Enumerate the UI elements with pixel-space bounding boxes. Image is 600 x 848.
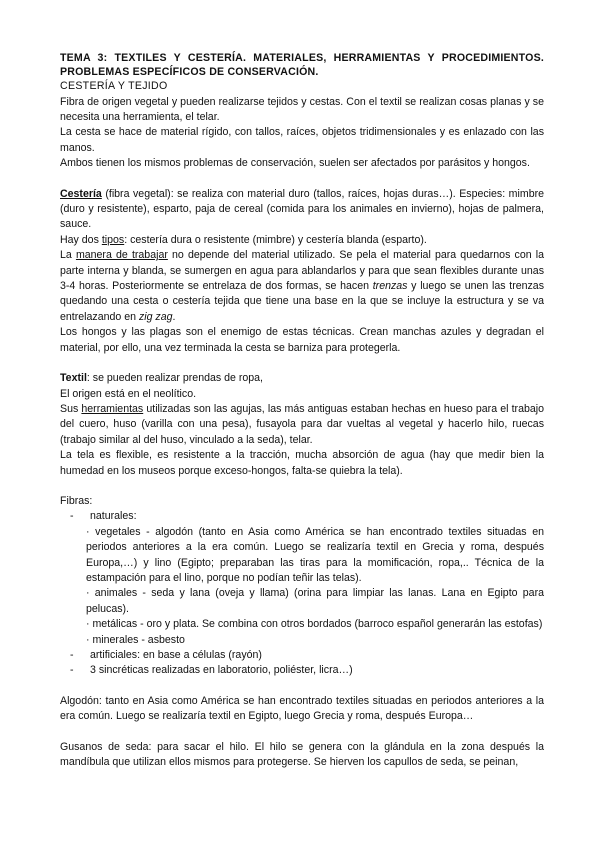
document-page — [60, 52, 544, 770]
gusanos-paragraph: Gusanos de seda: para sacar el hilo. El hilo se genera con la glándula en la zona después la mandíbula que utilizan ellos mismos para protegerse. Se hierven los capullos de seda, se peinan, — [60, 740, 544, 769]
cesteria-tipos: Hay dos tipos: cestería dura o resistente (mimbre) y cestería blanda (esparto). — [60, 233, 427, 246]
textil-term: Textil — [60, 372, 87, 385]
section-subtitle: CESTERÍA Y TEJIDO — [60, 80, 168, 93]
naturales-sublist — [60, 525, 544, 648]
fibras-heading: Fibras: — [60, 494, 93, 507]
intro-paragraph-3: Ambos tienen los mismos problemas de conservación, suelen ser afectados por parásitos y hongos. — [60, 157, 530, 170]
list-item: · vegetales - algodón (tanto en Asia como América se han encontrado textiles situadas en periodos anteriores a la era común. Luego se realizaría textil en Grecia y roma, después Europa,…) y lino (Egipto; preparaban las tiras para la momificación, ropa,.. Técnica de la estampación para el lino, porque no podían teñir las telas). — [86, 525, 544, 584]
cesteria-definition: Cestería (fibra vegetal): se realiza con material duro (tallos, raíces, hojas duras…). Especies: mimbre (duro y resistente), esparto, paja de cereal (comida para los animales en invierno), hojas de palmera, sauce. — [60, 187, 544, 231]
list-item-artificiales: - artificiales: en base a células (rayón) — [70, 649, 262, 661]
list-item-naturales: - naturales: — [70, 510, 137, 523]
textil-herramientas: Sus herramientas utilizadas son las agujas, las más antiguas estaban hechas en hueso para el trabajo del cuero, huso (varilla con una pesa), fusayola para dar vueltas al vegetal y hacerlo hilo, ruecas (trabajo similar al del huso, vinculado a la seda), telar. — [60, 402, 544, 446]
list-item: · animales - seda y lana (oveja y llama) (orina para limpiar las lanas. Lana en Egipto para pelucas). — [86, 587, 544, 615]
intro-paragraph-1: Fibra de origen vegetal y pueden realizarse tejidos y cestas. Con el textil se realizan cosas planas y se necesita una herramienta, el telar. — [60, 95, 544, 123]
list-item: · metálicas - oro y plata. Se combina con otros bordados (barroco español generarán las estofas) — [86, 618, 543, 631]
list-item-sincreticas: - 3 sincréticas realizadas en laboratorio, poliéster, licra…) — [70, 664, 353, 677]
cesteria-term: Cestería — [60, 187, 102, 200]
list-item: · minerales - asbesto — [86, 633, 185, 646]
document-title: TEMA 3: TEXTILES Y CESTERÍA. MATERIALES, HERRAMIENTAS Y PROCEDIMIENTOS. PROBLEMAS ESPECÍFICOS DE CONSERVACIÓN. — [60, 52, 544, 78]
cesteria-hongos: Los hongos y las plagas son el enemigo de estas técnicas. Crean manchas azules y degradan el material, por ello, una vez terminada la cesta se barniza para protegerla. — [60, 326, 544, 354]
algodon-paragraph: Algodón: tanto en Asia como América se han encontrado textiles situadas en periodos anteriores a la era común. Luego se realizaría textil en Egipto, luego Grecia y roma, después Europa… — [60, 694, 544, 723]
cesteria-manera: La manera de trabajar no depende del material utilizado. Se pela el material para quedarnos con la parte interna y blanda, se sumergen en agua para ablandarlos y para que sean flexibles durante unas 3-4 horas. Posteriormente se entrelaza de dos formas, se hacen trenzas y luego se unen las trenzas quedando una cesta o cestería tejida que tiene una base en la que se incluye la estructura y se va entrelazando en zig zag. — [60, 249, 544, 323]
intro-paragraph-2: La cesta se hace de material rígido, con tallos, raíces, objetos tridimensionales y es enlazado con las manos. — [60, 126, 544, 154]
textil-origen: El origen está en el neolítico. — [60, 387, 197, 400]
textil-tela: La tela es flexible, es resistente a la tracción, mucha absorción de agua (hay que medir bien la humedad en los museos porque exceso-hongos, falta-se quiebra la tela). — [60, 449, 544, 477]
textil-definition: Textil: se pueden realizar prendas de ropa, — [60, 372, 263, 385]
